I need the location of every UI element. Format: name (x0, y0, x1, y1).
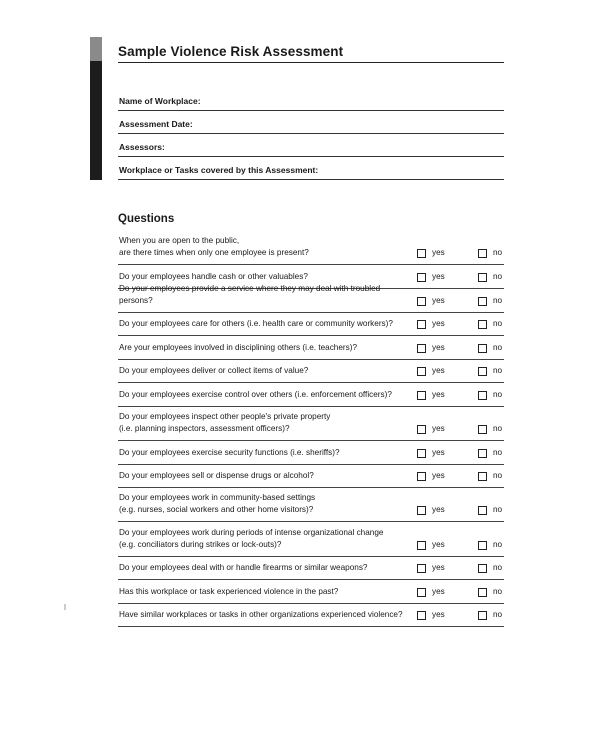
question-line: Do your employees sell or dispense drugs or alcohol? (119, 471, 314, 480)
no-checkbox[interactable] (478, 541, 487, 550)
question-text (119, 586, 415, 598)
yes-checkbox[interactable] (417, 611, 426, 620)
no-checkbox[interactable] (478, 249, 487, 258)
yes-checkbox[interactable] (417, 506, 426, 515)
question-line: Do your employees provide a service where they may deal with troubled persons? (119, 284, 381, 305)
question-text (119, 389, 415, 401)
question-line: Have similar workplaces or tasks in other organizations experienced violence? (119, 610, 403, 619)
no-option[interactable] (478, 562, 502, 574)
yes-label: yes (432, 296, 445, 305)
yes-option[interactable] (417, 562, 445, 574)
question-text (119, 470, 415, 482)
no-label: no (493, 540, 503, 549)
yes-checkbox[interactable] (417, 472, 426, 481)
title-underline (118, 62, 504, 63)
no-label: no (493, 505, 503, 514)
no-checkbox[interactable] (478, 344, 487, 353)
question-row (118, 238, 504, 265)
workplace-name-label: Name of Workplace: (119, 96, 201, 106)
no-label: no (493, 296, 503, 305)
yes-option[interactable] (417, 295, 445, 307)
no-option[interactable] (478, 609, 502, 621)
yes-option[interactable] (417, 423, 445, 435)
yes-checkbox[interactable] (417, 391, 426, 400)
yes-checkbox[interactable] (417, 320, 426, 329)
question-text (119, 447, 415, 459)
tasks-covered-field[interactable] (118, 157, 504, 180)
no-checkbox[interactable] (478, 564, 487, 573)
no-label: no (493, 424, 503, 433)
yes-option[interactable] (417, 586, 445, 598)
questions-heading: Questions (118, 213, 175, 225)
yes-checkbox[interactable] (417, 425, 426, 434)
yes-checkbox[interactable] (417, 297, 426, 306)
question-row (118, 556, 504, 580)
document-title: Sample Violence Risk Assessment (118, 44, 344, 59)
no-label: no (493, 471, 503, 480)
question-text (119, 365, 415, 377)
no-checkbox[interactable] (478, 449, 487, 458)
question-text (119, 527, 415, 551)
yes-label: yes (432, 540, 445, 549)
no-option[interactable] (478, 389, 502, 401)
yes-label: yes (432, 563, 445, 572)
question-row (118, 521, 504, 557)
question-row (118, 312, 504, 336)
no-option[interactable] (478, 365, 502, 377)
no-label: no (493, 366, 503, 375)
no-option[interactable] (478, 539, 502, 551)
question-line: Do your employees handle cash or other valuables? (119, 272, 308, 281)
yes-label: yes (432, 505, 445, 514)
no-label: no (493, 390, 503, 399)
question-text (119, 318, 415, 330)
yes-label: yes (432, 424, 445, 433)
yes-checkbox[interactable] (417, 588, 426, 597)
no-option[interactable] (478, 470, 502, 482)
yes-label: yes (432, 471, 445, 480)
yes-checkbox[interactable] (417, 449, 426, 458)
no-checkbox[interactable] (478, 588, 487, 597)
no-label: no (493, 343, 503, 352)
assessment-date-field[interactable] (118, 111, 504, 134)
no-label: no (493, 248, 503, 257)
assessors-label: Assessors: (119, 142, 165, 152)
question-row (118, 335, 504, 360)
scan-speck (64, 604, 66, 610)
no-checkbox[interactable] (478, 611, 487, 620)
no-checkbox[interactable] (478, 273, 487, 282)
no-checkbox[interactable] (478, 391, 487, 400)
no-checkbox[interactable] (478, 297, 487, 306)
decorative-side-bar-accent (90, 37, 102, 61)
question-line: Do your employees work during periods of intense organizational change (119, 528, 384, 537)
yes-label: yes (432, 448, 445, 457)
question-row (118, 464, 504, 488)
no-option[interactable] (478, 295, 502, 307)
question-text (119, 283, 415, 307)
question-line: When you are open to the public, (119, 236, 240, 245)
question-row (118, 603, 504, 627)
question-line: (e.g. conciliators during strikes or lock-outs)? (119, 540, 282, 549)
yes-label: yes (432, 319, 445, 328)
yes-option[interactable] (417, 342, 445, 354)
question-line: Do your employees exercise security functions (i.e. sheriffs)? (119, 448, 340, 457)
question-line: Are your employees involved in disciplining others (i.e. teachers)? (119, 343, 358, 352)
yes-label: yes (432, 610, 445, 619)
yes-option[interactable] (417, 271, 445, 283)
no-option[interactable] (478, 318, 502, 330)
question-text (119, 411, 415, 435)
workplace-name-field[interactable] (118, 88, 504, 111)
yes-option[interactable] (417, 470, 445, 482)
no-label: no (493, 563, 503, 572)
question-text (119, 342, 415, 354)
yes-option[interactable] (417, 389, 445, 401)
no-option[interactable] (478, 342, 502, 354)
yes-checkbox[interactable] (417, 249, 426, 258)
question-line: Do your employees deliver or collect items of value? (119, 366, 309, 375)
no-checkbox[interactable] (478, 472, 487, 481)
no-checkbox[interactable] (478, 425, 487, 434)
no-label: no (493, 319, 503, 328)
yes-option[interactable] (417, 247, 445, 259)
question-text (119, 271, 415, 283)
question-line: Do your employees exercise control over others (i.e. enforcement officers)? (119, 390, 392, 399)
no-option[interactable] (478, 423, 502, 435)
question-row (118, 359, 504, 383)
no-label: no (493, 272, 503, 281)
question-line: Has this workplace or task experienced violence in the past? (119, 587, 339, 596)
no-label: no (493, 448, 503, 457)
question-row (118, 284, 504, 313)
question-line: (e.g. nurses, social workers and other home visitors)? (119, 505, 314, 514)
yes-label: yes (432, 587, 445, 596)
question-row (118, 440, 504, 465)
question-text (119, 562, 415, 574)
no-checkbox[interactable] (478, 506, 487, 515)
yes-option[interactable] (417, 365, 445, 377)
yes-option[interactable] (417, 318, 445, 330)
question-line: are there times when only one employee is present? (119, 248, 309, 257)
yes-option[interactable] (417, 447, 445, 459)
yes-checkbox[interactable] (417, 344, 426, 353)
tasks-covered-label: Workplace or Tasks covered by this Assessment: (119, 165, 319, 175)
yes-label: yes (432, 366, 445, 375)
assessment-date-label: Assessment Date: (119, 119, 193, 129)
no-checkbox[interactable] (478, 320, 487, 329)
question-line: Do your employees care for others (i.e. health care or community workers)? (119, 319, 393, 328)
yes-checkbox[interactable] (417, 273, 426, 282)
yes-option[interactable] (417, 609, 445, 621)
no-option[interactable] (478, 247, 502, 259)
yes-checkbox[interactable] (417, 541, 426, 550)
question-line: (i.e. planning inspectors, assessment officers)? (119, 424, 290, 433)
no-checkbox[interactable] (478, 367, 487, 376)
question-row (118, 579, 504, 604)
yes-label: yes (432, 248, 445, 257)
assessors-field[interactable] (118, 134, 504, 157)
question-line: Do your employees deal with or handle firearms or similar weapons? (119, 563, 368, 572)
no-option[interactable] (478, 504, 502, 516)
yes-option[interactable] (417, 504, 445, 516)
no-option[interactable] (478, 586, 502, 598)
question-text (119, 492, 415, 516)
yes-label: yes (432, 272, 445, 281)
question-line: Do your employees work in community-based settings (119, 493, 316, 502)
yes-checkbox[interactable] (417, 564, 426, 573)
question-line: Do your employees inspect other people's private property (119, 412, 331, 421)
yes-option[interactable] (417, 539, 445, 551)
question-text (119, 235, 415, 259)
no-option[interactable] (478, 271, 502, 283)
question-row (118, 406, 504, 441)
no-option[interactable] (478, 447, 502, 459)
yes-label: yes (432, 343, 445, 352)
question-text (119, 609, 415, 621)
yes-checkbox[interactable] (417, 367, 426, 376)
no-label: no (493, 610, 503, 619)
question-row (118, 487, 504, 522)
question-row (118, 382, 504, 407)
no-label: no (493, 587, 503, 596)
yes-label: yes (432, 390, 445, 399)
